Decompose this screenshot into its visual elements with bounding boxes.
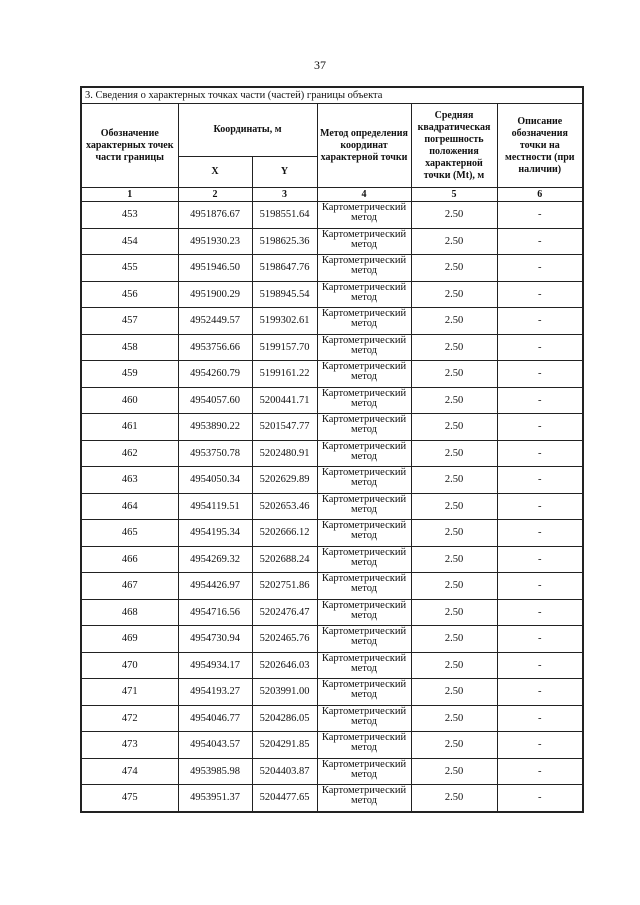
y-coordinate-cell: 5204477.65 xyxy=(252,785,317,812)
point-id-cell: 453 xyxy=(81,202,178,229)
description-cell: - xyxy=(497,785,583,812)
error-cell: 2.50 xyxy=(411,493,497,520)
method-cell: Картометрический метод xyxy=(317,387,411,414)
table-row xyxy=(81,732,583,759)
y-coordinate-cell: 5202480.91 xyxy=(252,440,317,467)
description-cell: - xyxy=(497,334,583,361)
x-coordinate-cell: 4954260.79 xyxy=(178,361,252,388)
point-id-cell: 458 xyxy=(81,334,178,361)
y-coordinate-cell: 5202629.89 xyxy=(252,467,317,494)
y-coordinate-cell: 5203991.00 xyxy=(252,679,317,706)
point-id-cell: 468 xyxy=(81,599,178,626)
error-cell: 2.50 xyxy=(411,414,497,441)
description-cell: - xyxy=(497,361,583,388)
description-cell: - xyxy=(497,626,583,653)
x-coordinate-cell: 4953985.98 xyxy=(178,758,252,785)
table-row xyxy=(81,599,583,626)
point-id-cell: 474 xyxy=(81,758,178,785)
method-cell: Картометрический метод xyxy=(317,334,411,361)
y-coordinate-cell: 5202476.47 xyxy=(252,599,317,626)
point-id-cell: 456 xyxy=(81,281,178,308)
method-cell: Картометрический метод xyxy=(317,308,411,335)
table-row xyxy=(81,679,583,706)
method-cell: Картометрический метод xyxy=(317,361,411,388)
method-cell: Картометрический метод xyxy=(317,467,411,494)
x-coordinate-cell: 4953951.37 xyxy=(178,785,252,812)
table-row xyxy=(81,228,583,255)
error-cell: 2.50 xyxy=(411,308,497,335)
point-id-cell: 464 xyxy=(81,493,178,520)
table-row xyxy=(81,440,583,467)
description-cell: - xyxy=(497,652,583,679)
table-body xyxy=(81,202,583,812)
error-cell: 2.50 xyxy=(411,387,497,414)
description-cell: - xyxy=(497,758,583,785)
header-coordinates: Координаты, м xyxy=(178,104,317,157)
description-cell: - xyxy=(497,520,583,547)
method-cell: Картометрический метод xyxy=(317,705,411,732)
table-row xyxy=(81,361,583,388)
y-coordinate-cell: 5202688.24 xyxy=(252,546,317,573)
x-coordinate-cell: 4954057.60 xyxy=(178,387,252,414)
y-coordinate-cell: 5198551.64 xyxy=(252,202,317,229)
description-cell: - xyxy=(497,414,583,441)
x-coordinate-cell: 4952449.57 xyxy=(178,308,252,335)
table-row xyxy=(81,493,583,520)
method-cell: Картометрический метод xyxy=(317,493,411,520)
method-cell: Картометрический метод xyxy=(317,281,411,308)
method-cell: Картометрический метод xyxy=(317,228,411,255)
method-cell: Картометрический метод xyxy=(317,520,411,547)
method-cell: Картометрический метод xyxy=(317,679,411,706)
method-cell: Картометрический метод xyxy=(317,546,411,573)
point-id-cell: 461 xyxy=(81,414,178,441)
table-row xyxy=(81,202,583,229)
x-coordinate-cell: 4953750.78 xyxy=(178,440,252,467)
description-cell: - xyxy=(497,202,583,229)
method-cell: Картометрический метод xyxy=(317,732,411,759)
description-cell: - xyxy=(497,281,583,308)
method-cell: Картометрический метод xyxy=(317,626,411,653)
description-cell: - xyxy=(497,732,583,759)
error-cell: 2.50 xyxy=(411,228,497,255)
method-cell: Картометрический метод xyxy=(317,758,411,785)
point-id-cell: 465 xyxy=(81,520,178,547)
error-cell: 2.50 xyxy=(411,255,497,282)
description-cell: - xyxy=(497,467,583,494)
description-cell: - xyxy=(497,387,583,414)
column-number: 6 xyxy=(497,188,583,202)
table-row xyxy=(81,255,583,282)
column-number: 1 xyxy=(81,188,178,202)
point-id-cell: 475 xyxy=(81,785,178,812)
column-number: 3 xyxy=(252,188,317,202)
column-number: 2 xyxy=(178,188,252,202)
x-coordinate-cell: 4954426.97 xyxy=(178,573,252,600)
header-y: Y xyxy=(252,157,317,188)
description-cell: - xyxy=(497,308,583,335)
error-cell: 2.50 xyxy=(411,361,497,388)
y-coordinate-cell: 5198625.36 xyxy=(252,228,317,255)
y-coordinate-cell: 5204291.85 xyxy=(252,732,317,759)
y-coordinate-cell: 5198945.54 xyxy=(252,281,317,308)
x-coordinate-cell: 4954193.27 xyxy=(178,679,252,706)
error-cell: 2.50 xyxy=(411,732,497,759)
table-row xyxy=(81,387,583,414)
table-row xyxy=(81,785,583,812)
method-cell: Картометрический метод xyxy=(317,255,411,282)
x-coordinate-cell: 4954050.34 xyxy=(178,467,252,494)
x-coordinate-cell: 4953890.22 xyxy=(178,414,252,441)
header-designation: Обозначение характерных точек части границы xyxy=(81,104,178,188)
description-cell: - xyxy=(497,599,583,626)
error-cell: 2.50 xyxy=(411,573,497,600)
header-description: Описание обозначения точки на местности (при наличии) xyxy=(497,104,583,188)
x-coordinate-cell: 4954043.57 xyxy=(178,732,252,759)
error-cell: 2.50 xyxy=(411,705,497,732)
point-id-cell: 472 xyxy=(81,705,178,732)
y-coordinate-cell: 5202465.76 xyxy=(252,626,317,653)
description-cell: - xyxy=(497,493,583,520)
point-id-cell: 471 xyxy=(81,679,178,706)
error-cell: 2.50 xyxy=(411,546,497,573)
table-row xyxy=(81,520,583,547)
error-cell: 2.50 xyxy=(411,281,497,308)
error-cell: 2.50 xyxy=(411,599,497,626)
x-coordinate-cell: 4954730.94 xyxy=(178,626,252,653)
method-cell: Картометрический метод xyxy=(317,599,411,626)
x-coordinate-cell: 4954716.56 xyxy=(178,599,252,626)
header-x: X xyxy=(178,157,252,188)
x-coordinate-cell: 4954269.32 xyxy=(178,546,252,573)
error-cell: 2.50 xyxy=(411,679,497,706)
error-cell: 2.50 xyxy=(411,440,497,467)
error-cell: 2.50 xyxy=(411,467,497,494)
x-coordinate-cell: 4954934.17 xyxy=(178,652,252,679)
y-coordinate-cell: 5202751.86 xyxy=(252,573,317,600)
table-row xyxy=(81,414,583,441)
y-coordinate-cell: 5200441.71 xyxy=(252,387,317,414)
description-cell: - xyxy=(497,440,583,467)
boundary-points-table xyxy=(80,86,584,813)
y-coordinate-cell: 5204403.87 xyxy=(252,758,317,785)
boundary-points-table-container xyxy=(80,86,582,813)
table-row xyxy=(81,705,583,732)
point-id-cell: 463 xyxy=(81,467,178,494)
error-cell: 2.50 xyxy=(411,785,497,812)
point-id-cell: 462 xyxy=(81,440,178,467)
y-coordinate-cell: 5198647.76 xyxy=(252,255,317,282)
y-coordinate-cell: 5202653.46 xyxy=(252,493,317,520)
y-coordinate-cell: 5202646.03 xyxy=(252,652,317,679)
method-cell: Картометрический метод xyxy=(317,202,411,229)
header-method: Метод определения координат характерной точки xyxy=(317,104,411,188)
table-row xyxy=(81,573,583,600)
x-coordinate-cell: 4951946.50 xyxy=(178,255,252,282)
description-cell: - xyxy=(497,546,583,573)
description-cell: - xyxy=(497,705,583,732)
table-row xyxy=(81,308,583,335)
table-row xyxy=(81,467,583,494)
method-cell: Картометрический метод xyxy=(317,652,411,679)
error-cell: 2.50 xyxy=(411,520,497,547)
point-id-cell: 460 xyxy=(81,387,178,414)
page-number: 37 xyxy=(314,58,326,72)
description-cell: - xyxy=(497,679,583,706)
table-row xyxy=(81,758,583,785)
y-coordinate-cell: 5199157.70 xyxy=(252,334,317,361)
method-cell: Картометрический метод xyxy=(317,414,411,441)
x-coordinate-cell: 4951930.23 xyxy=(178,228,252,255)
point-id-cell: 466 xyxy=(81,546,178,573)
point-id-cell: 469 xyxy=(81,626,178,653)
point-id-cell: 473 xyxy=(81,732,178,759)
point-id-cell: 457 xyxy=(81,308,178,335)
description-cell: - xyxy=(497,573,583,600)
y-coordinate-cell: 5199161.22 xyxy=(252,361,317,388)
method-cell: Картометрический метод xyxy=(317,785,411,812)
x-coordinate-cell: 4954195.34 xyxy=(178,520,252,547)
description-cell: - xyxy=(497,228,583,255)
y-coordinate-cell: 5201547.77 xyxy=(252,414,317,441)
y-coordinate-cell: 5204286.05 xyxy=(252,705,317,732)
error-cell: 2.50 xyxy=(411,626,497,653)
column-number: 5 xyxy=(411,188,497,202)
x-coordinate-cell: 4951900.29 xyxy=(178,281,252,308)
point-id-cell: 454 xyxy=(81,228,178,255)
table-row xyxy=(81,626,583,653)
point-id-cell: 470 xyxy=(81,652,178,679)
table-caption: 3. Сведения о характерных точках части (частей) границы объекта xyxy=(81,87,583,104)
x-coordinate-cell: 4953756.66 xyxy=(178,334,252,361)
error-cell: 2.50 xyxy=(411,758,497,785)
y-coordinate-cell: 5199302.61 xyxy=(252,308,317,335)
table-row xyxy=(81,652,583,679)
method-cell: Картометрический метод xyxy=(317,573,411,600)
column-number: 4 xyxy=(317,188,411,202)
y-coordinate-cell: 5202666.12 xyxy=(252,520,317,547)
x-coordinate-cell: 4954046.77 xyxy=(178,705,252,732)
error-cell: 2.50 xyxy=(411,202,497,229)
table-row xyxy=(81,281,583,308)
error-cell: 2.50 xyxy=(411,652,497,679)
x-coordinate-cell: 4951876.67 xyxy=(178,202,252,229)
method-cell: Картометрический метод xyxy=(317,440,411,467)
table-row xyxy=(81,334,583,361)
point-id-cell: 467 xyxy=(81,573,178,600)
x-coordinate-cell: 4954119.51 xyxy=(178,493,252,520)
description-cell: - xyxy=(497,255,583,282)
point-id-cell: 459 xyxy=(81,361,178,388)
point-id-cell: 455 xyxy=(81,255,178,282)
table-row xyxy=(81,546,583,573)
error-cell: 2.50 xyxy=(411,334,497,361)
header-error: Средняя квадратическая погрешность положения характерной точки (Mt), м xyxy=(411,104,497,188)
